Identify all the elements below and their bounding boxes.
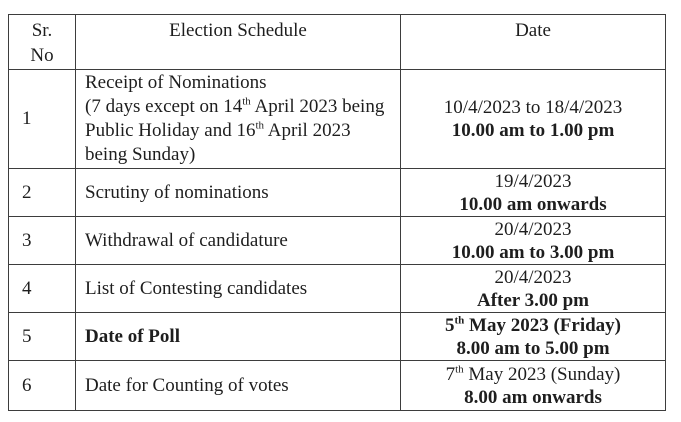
- date-line: 10/4/2023 to 18/4/2023: [443, 97, 623, 118]
- schedule-cell: [76, 313, 401, 361]
- date-line: 19/4/2023: [494, 170, 572, 192]
- schedule-line: Scrutiny of nominations: [85, 181, 269, 203]
- date-cell: [401, 313, 666, 361]
- sr-no-cell: 3: [9, 217, 76, 265]
- table-row: [9, 265, 666, 313]
- table-row: [9, 313, 666, 361]
- date-cell: [401, 361, 666, 411]
- header-row: [9, 15, 666, 70]
- sr-no-cell: 5: [9, 313, 76, 361]
- election-schedule-table: [8, 14, 666, 411]
- date-line: 10.00 am to 1.00 pm: [451, 120, 615, 141]
- schedule-line: (7 days except on 14th April 2023 being Public Holiday and 16th April 2023 being Sunday): [85, 95, 385, 165]
- sr-no-cell: 2: [9, 169, 76, 217]
- header-sr-line2: No: [30, 45, 54, 66]
- date-line: After 3.00 pm: [476, 289, 590, 311]
- header-election-schedule: Election Schedule: [76, 15, 401, 70]
- sr-no-cell: 6: [9, 361, 76, 411]
- date-cell: [401, 70, 666, 169]
- date-line: 7th May 2023 (Sunday): [445, 363, 621, 385]
- schedule-line: List of Contesting candidates: [85, 277, 308, 299]
- date-line: 8.00 am to 5.00 pm: [456, 337, 610, 359]
- date-cell: [401, 265, 666, 313]
- header-date: Date: [401, 15, 666, 70]
- schedule-line: Receipt of Nominations: [85, 72, 267, 93]
- date-line: 10.00 am onwards: [459, 193, 607, 215]
- schedule-cell: [76, 217, 401, 265]
- schedule-cell: [76, 265, 401, 313]
- schedule-line: Withdrawal of candidature: [85, 229, 288, 251]
- table-row: [9, 70, 666, 169]
- ordinal-suffix: th: [454, 314, 465, 327]
- schedule-cell: [76, 169, 401, 217]
- sr-no-cell: 4: [9, 265, 76, 313]
- date-line: 8.00 am onwards: [464, 386, 602, 408]
- schedule-cell: [76, 70, 401, 169]
- schedule-cell: [76, 361, 401, 411]
- header-sr-no: [9, 15, 76, 70]
- date-line: 20/4/2023: [494, 266, 572, 288]
- ordinal-suffix: th: [455, 363, 464, 376]
- date-cell: [401, 217, 666, 265]
- date-line: 20/4/2023: [494, 218, 572, 240]
- schedule-line: Date of Poll: [85, 325, 180, 347]
- schedule-table-body: [9, 70, 666, 411]
- schedule-line: Date for Counting of votes: [85, 374, 289, 396]
- table-row: [9, 361, 666, 411]
- date-line: 5th May 2023 (Friday): [444, 314, 621, 336]
- ordinal-suffix: th: [242, 95, 251, 108]
- table-row: [9, 217, 666, 265]
- sr-no-cell: 1: [9, 70, 76, 169]
- ordinal-suffix: th: [255, 119, 265, 132]
- date-cell: [401, 169, 666, 217]
- header-sr-line1: Sr.: [31, 20, 53, 41]
- table-row: [9, 169, 666, 217]
- date-line: 10.00 am to 3.00 pm: [451, 241, 615, 263]
